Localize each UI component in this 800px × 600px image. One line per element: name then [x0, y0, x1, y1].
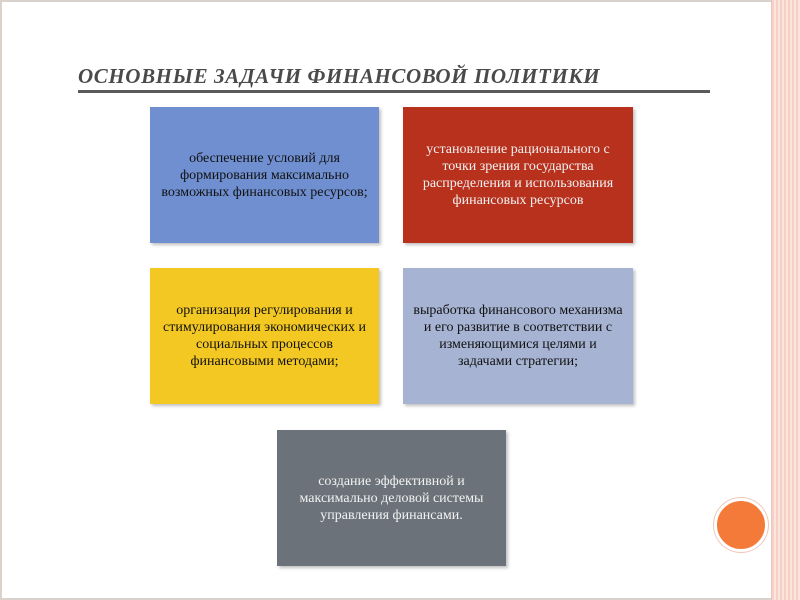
slide-title: ОСНОВНЫЕ ЗАДАЧИ ФИНАНСОВОЙ ПОЛИТИКИ: [78, 64, 601, 88]
task-box-regulation: [150, 268, 379, 404]
task-box-management: [277, 430, 506, 566]
title-underline: [78, 90, 710, 93]
task-box-text: организация регулирования и стимулирования экономических и социальных процессов финансовыми методами;: [163, 303, 366, 369]
task-box-text: создание эффективной и максимально деловой системы управления финансами.: [299, 473, 484, 523]
task-box-text: обеспечение условий для формирования максимально возможных финансовых ресурсов;: [161, 150, 368, 200]
task-box-text: выработка финансового механизма и его развитие в соответствии с изменяющимися целями и задачами стратегии;: [413, 303, 623, 369]
decorative-stripe: [771, 0, 800, 600]
orange-circle-icon: [714, 498, 768, 552]
task-box-distribution: [403, 107, 633, 243]
task-box-resources: [150, 107, 379, 243]
task-box-text: установление рационального с точки зрения государства распределения и использования финансовых ресурсов: [422, 142, 614, 208]
task-box-mechanism: [403, 268, 633, 404]
